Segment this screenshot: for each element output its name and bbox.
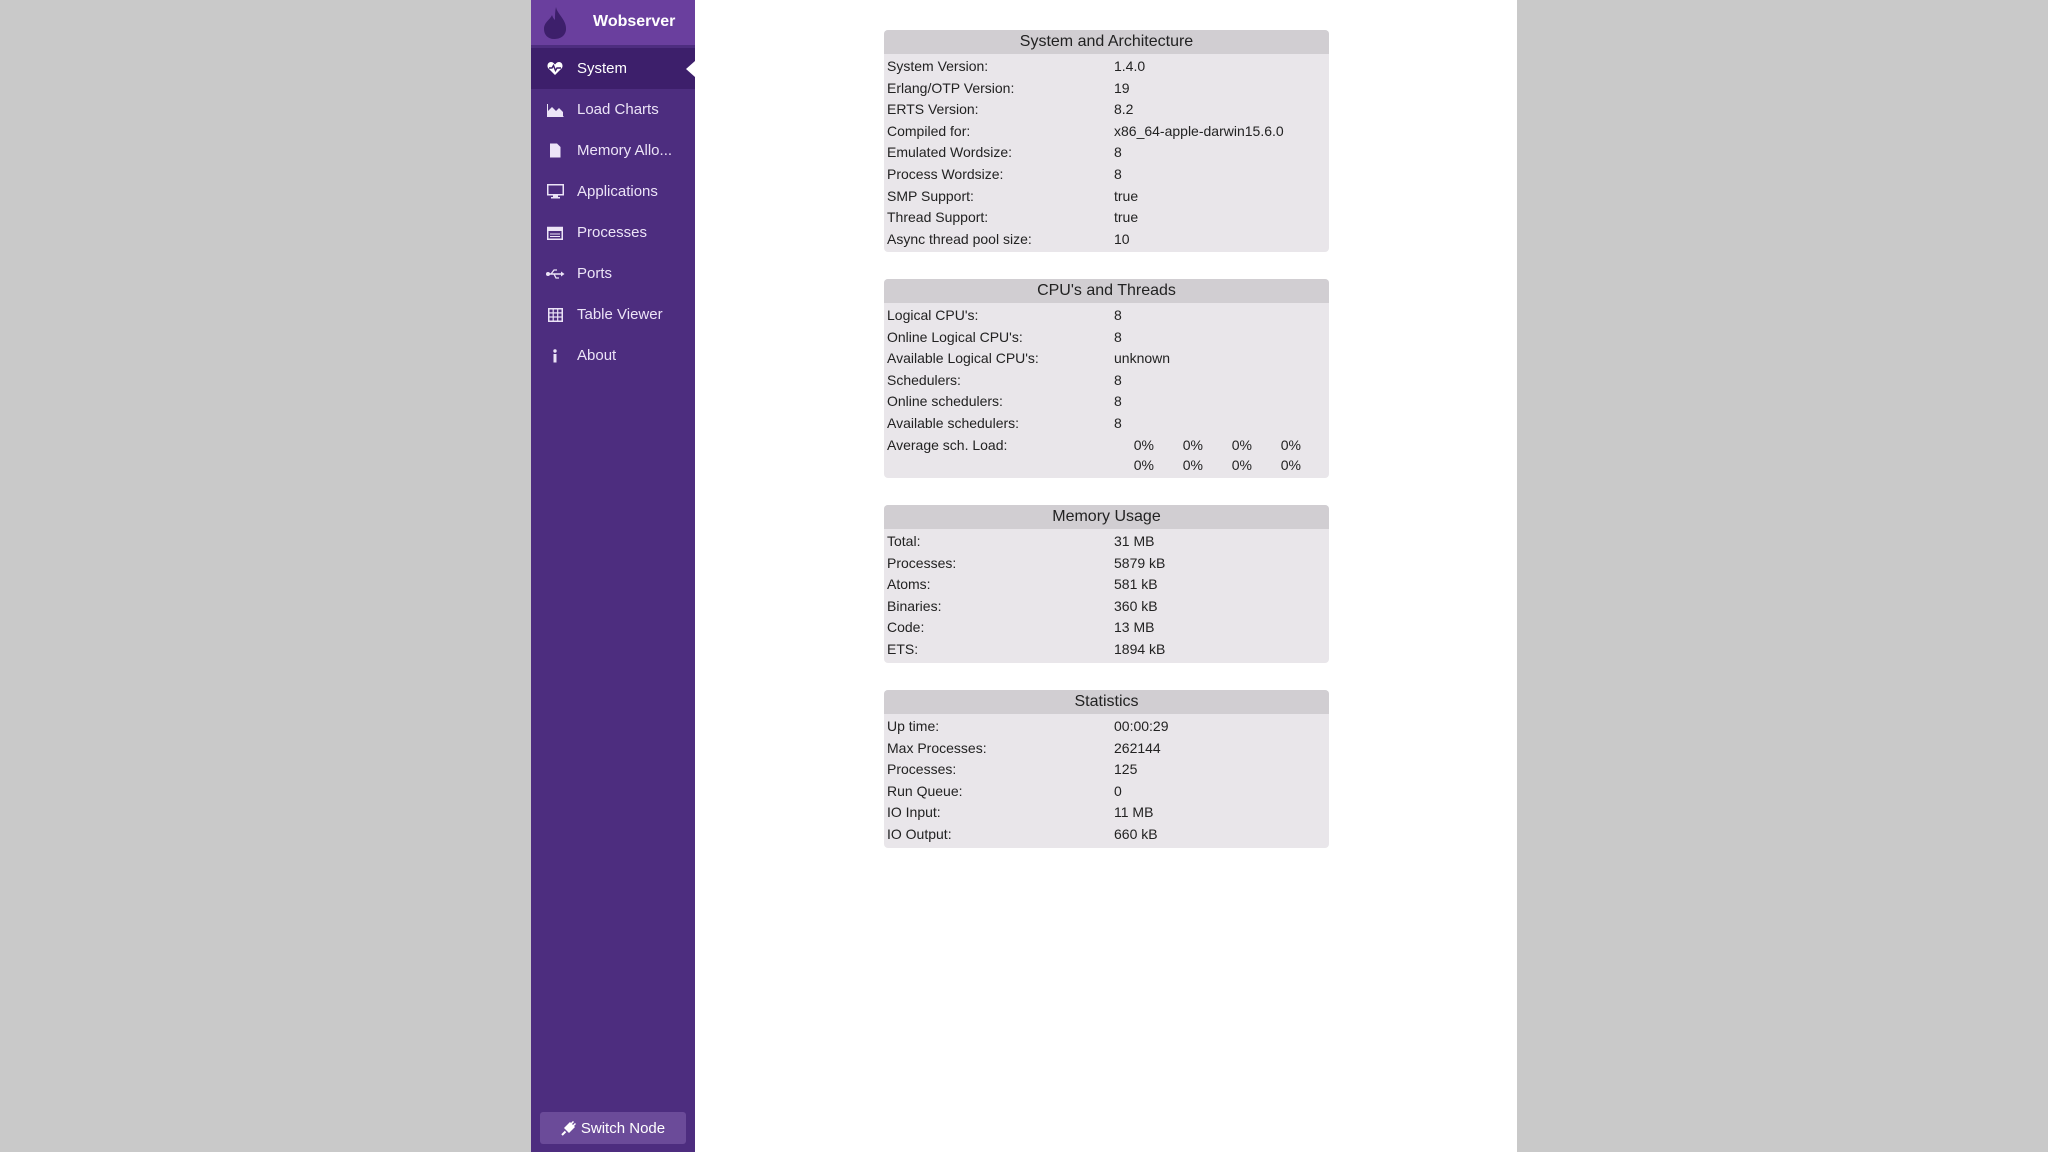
table-row <box>884 56 1329 78</box>
table-row <box>884 207 1329 229</box>
scheduler-load-value: 0% <box>1182 436 1203 453</box>
row-value: 360 kB <box>1114 597 1158 614</box>
panel-title: Statistics <box>884 690 1329 714</box>
usb-icon <box>545 264 565 284</box>
wobserver-logo-icon <box>542 6 568 40</box>
row-label: IO Output: <box>887 825 952 842</box>
sidebar-header <box>531 0 695 45</box>
sidebar-item-memory-allocators[interactable] <box>531 130 695 171</box>
row-value: 11 MB <box>1114 804 1154 821</box>
row-value: 581 kB <box>1114 576 1158 593</box>
app-window <box>531 0 1517 1152</box>
document-icon <box>545 141 565 161</box>
sidebar-item-label: System <box>577 60 628 77</box>
table-row <box>884 229 1329 251</box>
sidebar-item-system[interactable] <box>531 48 695 89</box>
row-label: Online Logical CPU's: <box>887 328 1023 345</box>
row-label: Emulated Wordsize: <box>887 144 1013 161</box>
switch-node-label: Switch Node <box>580 1119 666 1137</box>
scheduler-load-value: 0% <box>1231 456 1252 473</box>
table-row <box>884 348 1329 370</box>
row-label: Run Queue: <box>887 782 963 799</box>
sidebar-item-label: Load Charts <box>577 101 659 118</box>
row-label: Processes: <box>887 554 957 571</box>
row-label: Erlang/OTP Version: <box>887 79 1015 96</box>
row-label: ERTS Version: <box>887 101 979 118</box>
row-label: IO Input: <box>887 804 941 821</box>
area-chart-icon <box>545 100 565 120</box>
row-value: 1.4.0 <box>1114 58 1146 74</box>
row-label: Schedulers: <box>887 371 961 388</box>
table-row <box>884 639 1329 661</box>
memory-usage-panel <box>884 505 1329 663</box>
row-label: System Version: <box>887 58 989 74</box>
cpu-threads-panel <box>884 279 1329 478</box>
row-value: 660 kB <box>1114 825 1158 842</box>
average-load-row <box>884 435 1329 475</box>
row-value: 10 <box>1114 230 1130 247</box>
row-value: 8 <box>1114 328 1122 345</box>
row-label: Code: <box>887 619 925 636</box>
row-value: 8 <box>1114 393 1122 410</box>
row-value: 1894 kB <box>1114 640 1166 657</box>
sidebar-item-applications[interactable] <box>531 171 695 212</box>
table-row <box>884 553 1329 575</box>
table-row <box>884 164 1329 186</box>
row-label: Processes: <box>887 761 957 778</box>
scheduler-load-value: 0% <box>1280 456 1301 473</box>
table-icon <box>545 305 565 325</box>
row-label: Compiled for: <box>887 122 971 139</box>
app-title: Wobserver <box>593 13 676 30</box>
row-label: Available schedulers: <box>887 414 1020 431</box>
sidebar-item-label: Ports <box>577 265 613 282</box>
row-label: Binaries: <box>887 597 942 614</box>
row-value: 8 <box>1114 307 1122 323</box>
row-value: 19 <box>1114 79 1130 96</box>
table-row <box>884 574 1329 596</box>
row-value: 0 <box>1114 782 1122 799</box>
info-icon <box>545 346 565 366</box>
table-row <box>884 617 1329 639</box>
row-label: Up time: <box>887 718 940 734</box>
table-row <box>884 596 1329 618</box>
row-value: 13 MB <box>1114 619 1155 636</box>
sidebar-item-label: Processes <box>577 224 648 241</box>
panel-title: Memory Usage <box>884 505 1329 529</box>
row-label: Average sch. Load: <box>887 436 1008 453</box>
row-value: 8 <box>1114 165 1122 182</box>
switch-node-button[interactable] <box>540 1112 686 1144</box>
row-label: Available Logical CPU's: <box>887 350 1039 367</box>
scheduler-load-value: 0% <box>1231 436 1252 453</box>
statistics-panel <box>884 690 1329 848</box>
row-value: 262144 <box>1114 739 1161 756</box>
scheduler-load-value: 0% <box>1182 456 1203 473</box>
table-row <box>884 99 1329 121</box>
sidebar-item-label: Memory Allo... <box>577 142 673 159</box>
row-value: true <box>1114 209 1139 226</box>
table-row <box>884 802 1329 824</box>
table-row <box>884 531 1329 553</box>
row-label: Async thread pool size: <box>887 230 1032 247</box>
monitor-icon <box>545 182 565 202</box>
scheduler-load-value: 0% <box>1133 456 1154 473</box>
sidebar-item-processes[interactable] <box>531 212 695 253</box>
row-value: 8.2 <box>1114 101 1134 118</box>
sidebar-item-label: Applications <box>577 183 658 200</box>
table-row <box>884 716 1329 738</box>
row-value: 5879 kB <box>1114 554 1166 571</box>
row-value: 00:00:29 <box>1114 718 1169 734</box>
sidebar-item-label: About <box>577 347 617 364</box>
sidebar-item-table-viewer[interactable] <box>531 294 695 335</box>
table-row <box>884 781 1329 803</box>
table-row <box>884 738 1329 760</box>
row-label: Thread Support: <box>887 209 989 226</box>
sidebar-nav <box>531 48 695 376</box>
table-row <box>884 391 1329 413</box>
row-label: Process Wordsize: <box>887 165 1004 182</box>
sidebar-item-about[interactable] <box>531 335 695 376</box>
table-row <box>884 78 1329 100</box>
panel-title: CPU's and Threads <box>884 279 1329 303</box>
panel-title: System and Architecture <box>884 30 1329 54</box>
table-row <box>884 759 1329 781</box>
system-architecture-panel <box>884 30 1329 252</box>
table-row <box>884 142 1329 164</box>
sidebar-item-label: Table Viewer <box>577 306 663 323</box>
row-value: 8 <box>1114 144 1122 161</box>
scheduler-load-value: 0% <box>1133 436 1154 453</box>
table-row <box>884 121 1329 143</box>
row-label: Logical CPU's: <box>887 307 979 323</box>
row-label: Max Processes: <box>887 739 987 756</box>
row-label: Atoms: <box>887 576 931 593</box>
row-value: unknown <box>1114 350 1171 367</box>
table-row <box>884 824 1329 846</box>
heart-pulse-icon <box>545 59 565 79</box>
scheduler-load-value: 0% <box>1280 436 1301 453</box>
row-value: true <box>1114 187 1139 204</box>
row-value: 125 <box>1114 761 1138 778</box>
row-label: ETS: <box>887 640 919 657</box>
table-row <box>884 186 1329 208</box>
row-value: 8 <box>1114 371 1122 388</box>
table-row <box>884 413 1329 435</box>
calendar-icon <box>545 223 565 243</box>
sidebar-item-load-charts[interactable] <box>531 89 695 130</box>
sidebar-item-ports[interactable] <box>531 253 695 294</box>
table-row <box>884 370 1329 392</box>
row-value: x86_64-apple-darwin15.6.0 <box>1114 122 1284 139</box>
row-label: SMP Support: <box>887 187 974 204</box>
table-row <box>884 305 1329 327</box>
plug-icon <box>561 1121 576 1136</box>
row-label: Total: <box>887 533 921 549</box>
row-value: 8 <box>1114 414 1122 431</box>
row-label: Online schedulers: <box>887 393 1003 410</box>
sidebar <box>531 0 695 1152</box>
row-value: 31 MB <box>1114 533 1155 549</box>
table-row <box>884 327 1329 349</box>
